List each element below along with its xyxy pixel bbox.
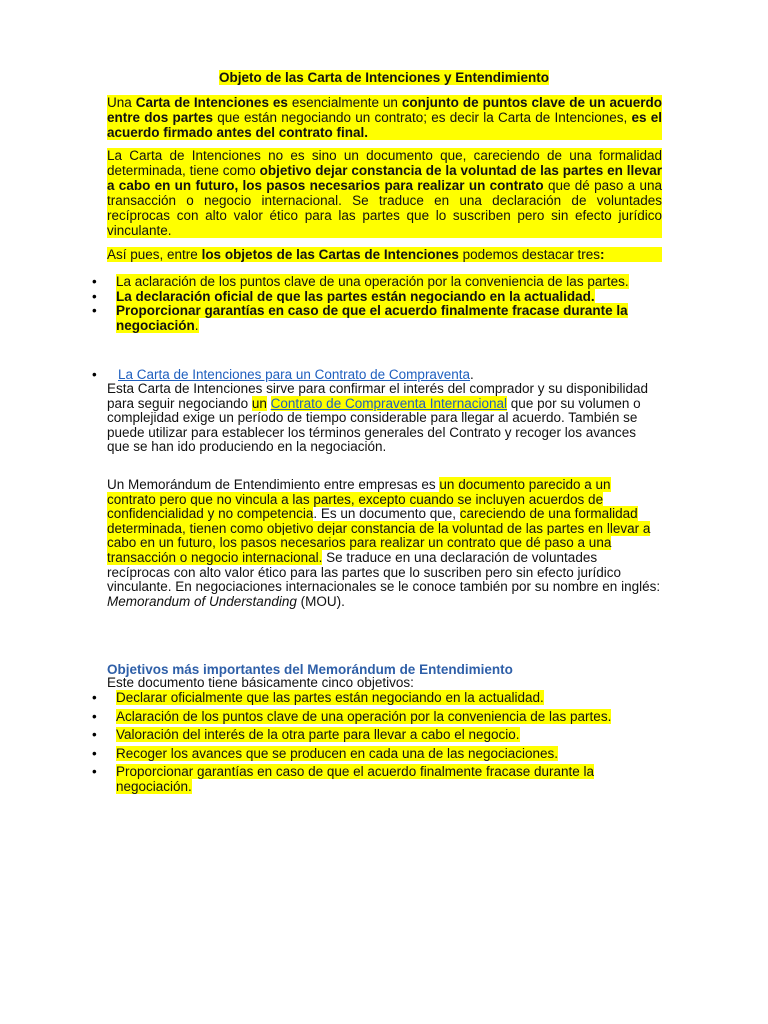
text-run: un documento parecido a un contrato pero que no vincula a las partes, excepto cuando se incluyen acuerdos de confidencialidad y no competencia: [107, 477, 611, 522]
list-item: [90, 765, 665, 794]
objetivos-list: [90, 691, 665, 794]
text-run: Memorandum of Understanding: [107, 593, 297, 609]
text-run: los objetos de las Cartas de Intenciones: [201, 247, 459, 262]
text-run: .: [469, 367, 474, 382]
text-run: Así pues, entre: [107, 247, 202, 262]
text-run: Carta de Intenciones es: [135, 95, 288, 110]
list-item: [90, 691, 665, 706]
text-run: . Es un documento que,: [313, 506, 460, 522]
text-run: Una: [107, 95, 136, 110]
text-run: (MOU).: [296, 593, 345, 609]
text-run: conjunto de puntos clave de un acuerdo entre dos partes: [107, 95, 662, 125]
text-run: es el acuerdo firmado antes del contrato final.: [107, 110, 662, 140]
objetivos-intro: Este documento tiene básicamente cinco objetivos:: [107, 675, 414, 690]
list-item: [90, 290, 665, 305]
text-run: que por su volumen o complejidad exige un período de tiempo considerable para llegar al acuerdo. También se puede utilizar para establecer los términos generales del Contrato y recoger los avances que se han ido produciendo en la negociación.: [107, 395, 641, 455]
paragraph-carta-definicion: [107, 95, 662, 140]
list-item: [90, 747, 665, 762]
list-item-text: La declaración oficial de que las partes están negociando en la actualidad.: [116, 288, 595, 304]
text-run: que están negociando un contrato; es decir la Carta de Intenciones,: [213, 110, 632, 125]
list-item-text: Valoración del interés de la otra parte para llevar a cabo el negocio.: [116, 727, 520, 742]
paragraph-memorandum: [107, 478, 662, 609]
list-item: [90, 728, 665, 743]
paragraph-objetos-intro: [107, 247, 662, 262]
list-item-tail: .: [194, 317, 199, 333]
text-run: esencialmente un: [287, 95, 402, 110]
text-run: Se traduce en una declaración de voluntades recíprocas con alto valor ético para las partes que lo suscriben pero sin efecto jurídico vinculante. En negociaciones internacionales se le conoce también por su nombre en inglés:: [107, 549, 661, 595]
list-item-text: Proporcionar garantías en caso de que el acuerdo finalmente fracase durante la negociación.: [116, 764, 595, 794]
compraventa-carta-link[interactable]: La Carta de Intenciones para un Contrato de Compraventa: [118, 367, 470, 382]
document-title: Objeto de las Carta de Intenciones y Entendimiento: [218, 70, 550, 85]
list-item-text: Proporcionar garantías en caso de que el acuerdo finalmente fracase durante la negociación: [116, 303, 628, 333]
list-item-text: La aclaración de los puntos clave de una operación por la conveniencia de las partes.: [116, 274, 629, 289]
text-run: podemos destacar tres: [458, 247, 600, 262]
list-item: [90, 275, 665, 290]
text-run: careciendo de una formalidad determinada, tienen como objetivo dejar constancia de la voluntad de las partes en llevar a cabo en un futuro, los pasos necesarios para realizar un contrato que dé paso a una transacción o negocio internacional.: [107, 506, 651, 565]
text-run: Esta Carta de Intenciones sirve para confirmar el interés del comprador y su disponibilidad para seguir negociando: [107, 381, 649, 411]
list-item-text: Aclaración de los puntos clave de una operación por la conveniencia de las partes.: [116, 708, 612, 724]
text-run: :: [599, 247, 605, 262]
text-run: objetivo dejar constancia de la voluntad de las partes en llevar a cabo en un futuro, los pasos necesarios para realizar un contrato: [107, 163, 663, 193]
list-item-text: Recoger los avances que se producen en cada una de las negociaciones.: [116, 745, 559, 761]
paragraph-carta-documento: [107, 148, 662, 238]
text-run: La Carta de Intenciones no es sino un documento que, careciendo de una formalidad determinada, tiene como: [107, 148, 662, 178]
objetivos-heading: Objetivos más importantes del Memorándum de Entendimiento: [107, 662, 513, 677]
text-run: Un Memorándum de Entendimiento entre empresas es: [107, 477, 440, 492]
objetos-list: [90, 275, 665, 333]
list-item: [90, 304, 665, 333]
paragraph-compraventa: [107, 382, 662, 455]
list-item: [90, 710, 665, 725]
text-run: que dé paso a una transacción o negocio internacional. Se traduce en una declaración de voluntades recíprocas con alto valor ético para las partes que lo suscriben pero sin efecto jurídico vinculante.: [107, 178, 662, 238]
contrato-compraventa-link[interactable]: Contrato de Compraventa Internacional: [270, 395, 508, 411]
text-run: un: [251, 395, 267, 411]
list-item-text: Declarar oficialmente que las partes están negociando en la actualidad.: [116, 690, 544, 705]
